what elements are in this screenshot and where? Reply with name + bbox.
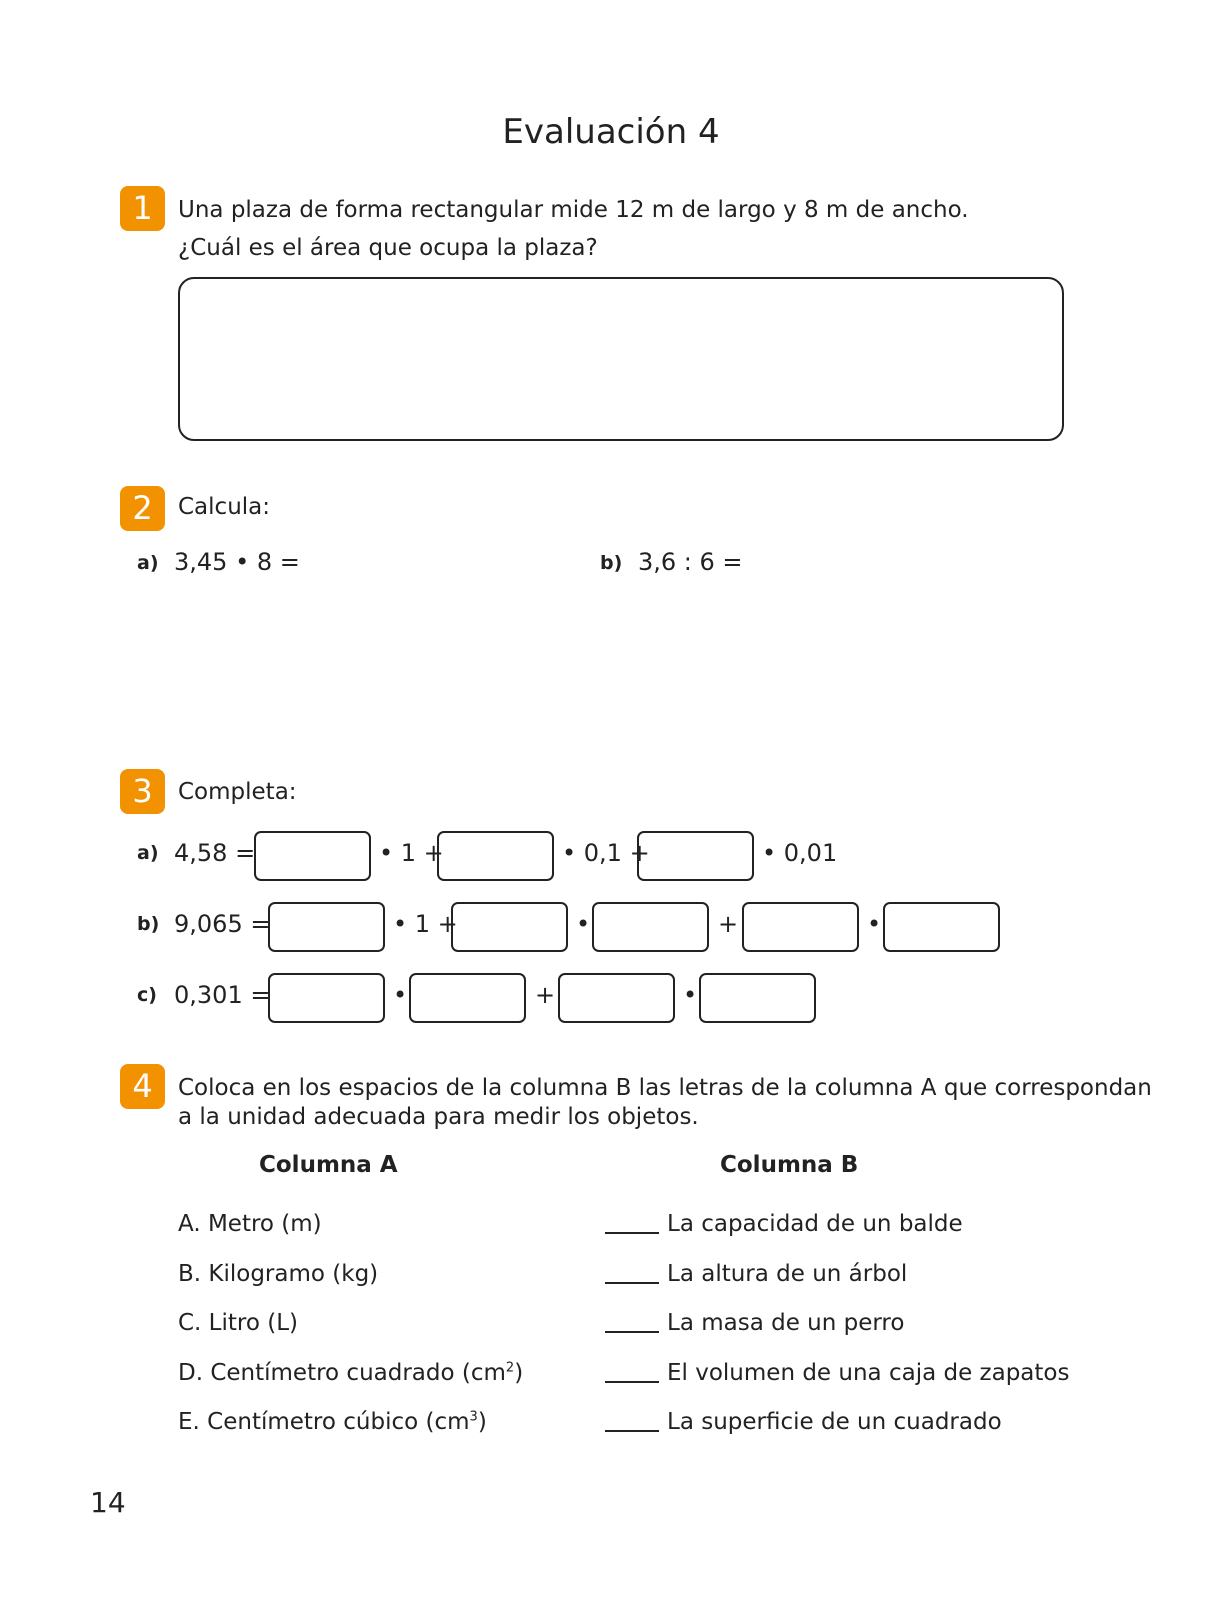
- sub-label-3b: b): [137, 913, 160, 935]
- input-box-3a-2[interactable]: [437, 831, 554, 881]
- operator-3a-2: • 0,1 +: [562, 839, 650, 867]
- column-a-item-text: D. Centímetro cuadrado (cm: [178, 1360, 506, 1386]
- input-box-3b-4[interactable]: [742, 902, 859, 952]
- operator-3b-1: • 1 +: [393, 910, 458, 938]
- input-box-3b-2[interactable]: [451, 902, 568, 952]
- column-a-header: Columna A: [259, 1152, 398, 1178]
- input-box-3a-1[interactable]: [254, 831, 371, 881]
- column-a-item-text: A. Metro (m): [178, 1211, 322, 1237]
- operator-3c-2: +: [535, 981, 556, 1009]
- answer-box-1[interactable]: [178, 277, 1064, 441]
- column-b-header: Columna B: [720, 1152, 859, 1178]
- question-1-text-line2: ¿Cuál es el área que ocupa la plaza?: [178, 235, 598, 261]
- expression-2a: 3,45 • 8 =: [174, 548, 300, 576]
- superscript: 2: [505, 1360, 515, 1376]
- input-box-3b-3[interactable]: [592, 902, 709, 952]
- column-a-item-text: B. Kilogramo (kg): [178, 1261, 379, 1287]
- sub-label-2a: a): [137, 552, 159, 574]
- answer-blank-3[interactable]: [605, 1331, 659, 1333]
- question-number-4: 4: [120, 1064, 165, 1109]
- expression-3b-lhs: 9,065 =: [174, 910, 271, 938]
- operator-3b-2: •: [576, 910, 591, 938]
- expression-3a-lhs: 4,58 =: [174, 839, 256, 867]
- superscript: 3: [469, 1409, 478, 1425]
- question-1-text-line1: Una plaza de forma rectangular mide 12 m de largo y 8 m de ancho.: [178, 197, 969, 223]
- column-b-item: El volumen de una caja de zapatos: [667, 1360, 1070, 1386]
- column-a-item: [178, 1261, 378, 1287]
- column-b-item: La capacidad de un balde: [667, 1211, 963, 1237]
- column-b-item: La masa de un perro: [667, 1310, 905, 1336]
- input-box-3c-1[interactable]: [268, 973, 385, 1023]
- answer-blank-4[interactable]: [605, 1381, 659, 1383]
- operator-3a-3: • 0,01: [762, 839, 838, 867]
- question-4-text-line1: Coloca en los espacios de la columna B las letras de la columna A que correspondan: [178, 1075, 1152, 1101]
- operator-3c-1: •: [393, 981, 408, 1009]
- input-box-3b-5[interactable]: [883, 902, 1000, 952]
- column-a-item: [178, 1360, 523, 1386]
- question-number-2: 2: [120, 486, 165, 531]
- question-2-instruction: Calcula:: [178, 494, 270, 520]
- sub-label-3a: a): [137, 842, 159, 864]
- column-a-item-text: E. Centímetro cúbico (cm: [178, 1409, 470, 1435]
- operator-3b-3: +: [718, 910, 739, 938]
- answer-blank-2[interactable]: [605, 1282, 659, 1284]
- column-a-item-tail: ): [477, 1409, 487, 1435]
- expression-3c-lhs: 0,301 =: [174, 981, 271, 1009]
- question-number-3: 3: [120, 769, 165, 814]
- operator-3a-1: • 1 +: [379, 839, 444, 867]
- sub-label-3c: c): [137, 984, 157, 1006]
- operator-3b-4: •: [867, 910, 882, 938]
- input-box-3a-3[interactable]: [637, 831, 754, 881]
- question-number-1: 1: [120, 186, 165, 231]
- page-title: Evaluación 4: [502, 112, 720, 152]
- page-number: 14: [90, 1486, 126, 1519]
- expression-2b: 3,6 : 6 =: [638, 548, 743, 576]
- column-a-item-text: C. Litro (L): [178, 1310, 298, 1336]
- sub-label-2b: b): [600, 552, 623, 574]
- column-a-item: [178, 1211, 322, 1237]
- answer-blank-1[interactable]: [605, 1232, 659, 1234]
- column-b-item: La superficie de un cuadrado: [667, 1409, 1002, 1435]
- question-4-text-line2: a la unidad adecuada para medir los objetos.: [178, 1104, 699, 1130]
- input-box-3c-3[interactable]: [558, 973, 675, 1023]
- input-box-3c-2[interactable]: [409, 973, 526, 1023]
- column-a-item-tail: ): [514, 1360, 524, 1386]
- input-box-3b-1[interactable]: [268, 902, 385, 952]
- column-a-item: [178, 1310, 298, 1336]
- operator-3c-3: •: [683, 981, 698, 1009]
- answer-blank-5[interactable]: [605, 1430, 659, 1432]
- column-a-item: [178, 1409, 487, 1435]
- input-box-3c-4[interactable]: [699, 973, 816, 1023]
- question-3-instruction: Completa:: [178, 779, 297, 805]
- column-b-item: La altura de un árbol: [667, 1261, 908, 1287]
